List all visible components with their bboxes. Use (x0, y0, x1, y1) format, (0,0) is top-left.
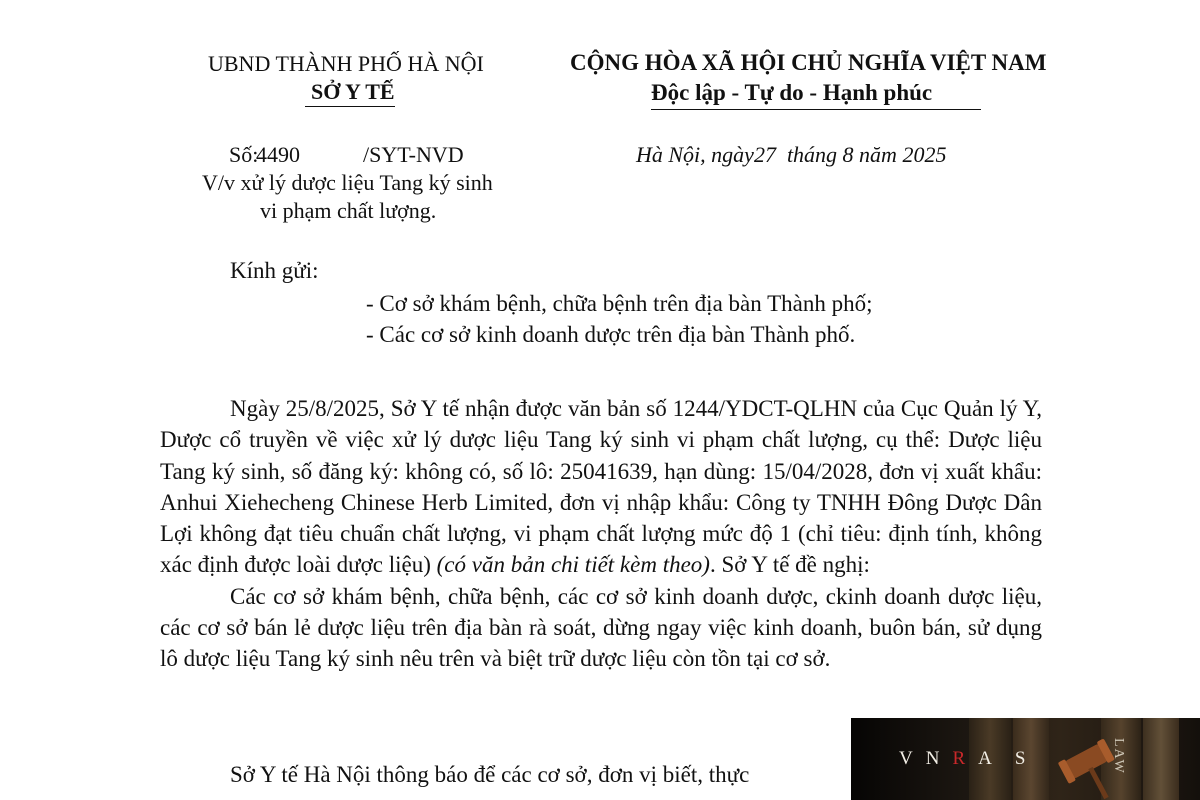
agency-underline (305, 106, 395, 107)
vnras-watermark-logo (851, 718, 1200, 800)
body-paragraph-2: Các cơ sở khám bệnh, chữa bệnh, các cơ sở kinh doanh dược, ckinh doanh dược liệu, các cơ sở bán lẻ dược liệu trên địa bàn rà soát, dừng ngay việc kinh doanh, buôn bán, sử dụng lô dược liệu Tang ký sinh nêu trên và biệt trữ dược liệu còn tồn tại cơ sở. (160, 583, 1042, 672)
agency-parent: UBND THÀNH PHỐ HÀ NỘI (208, 51, 484, 76)
doc-code: /SYT-NVD (363, 142, 464, 167)
attachment-note: (có văn bản chi tiết kèm theo) (436, 552, 710, 578)
doc-number-label: Số: (229, 142, 259, 167)
subject-line-1: V/v xử lý dược liệu Tang ký sinh (202, 170, 493, 195)
recipient-item: - Các cơ sở kinh doanh dược trên địa bàn Thành phố. (366, 322, 856, 347)
body-paragraph-3: Sở Y tế Hà Nội thông báo để các cơ sở, đơn vị biết, thực (230, 762, 750, 787)
agency-name: SỞ Y TẾ (311, 79, 395, 104)
logo-letters: VNRA S (899, 748, 1039, 769)
body-text (160, 393, 1042, 675)
greeting: Kính gửi: (230, 258, 319, 283)
subject-line-2: vi phạm chất lượng. (260, 198, 437, 223)
motto: Độc lập - Tự do - Hạnh phúc (651, 80, 933, 105)
body-paragraph-1: Ngày 25/8/2025, Sở Y tế nhận được văn bản số 1244/YDCT-QLHN của Cục Quản lý Y, Dược cổ truyền về việc xử lý dược liệu Tang ký sinh vi phạm chất lượng, cụ thể: Dược liệu Tang ký sinh, số đăng ký: không có, số lô: 25041639, hạn dùng: 15/04/2028, đơn vị xuất khẩu: Anhui Xiehecheng Chinese Herb Limited, đơn vị nhập khẩu: Công ty TNHH Đông Dược Dân Lợi không đạt tiêu chuẩn chất lượng, vi phạm chất lượng mức độ 1 (chỉ tiêu: định tính, không xác định được loài dược liệu) (có văn bản chi tiết kèm theo). Sở Y tế đề nghị: (160, 396, 1042, 578)
recipient-item: - Cơ sở khám bệnh, chữa bệnh trên địa bàn Thành phố; (366, 291, 873, 316)
country-name: CỘNG HÒA XÃ HỘI CHỦ NGHĨA VIỆT NAM (570, 50, 1047, 75)
doc-number: 4490 (256, 142, 300, 167)
date-line: Hà Nội, ngày27 tháng 8 năm 2025 (636, 142, 947, 167)
logo-side-text: LAW (1111, 738, 1126, 775)
motto-underline (651, 109, 981, 110)
